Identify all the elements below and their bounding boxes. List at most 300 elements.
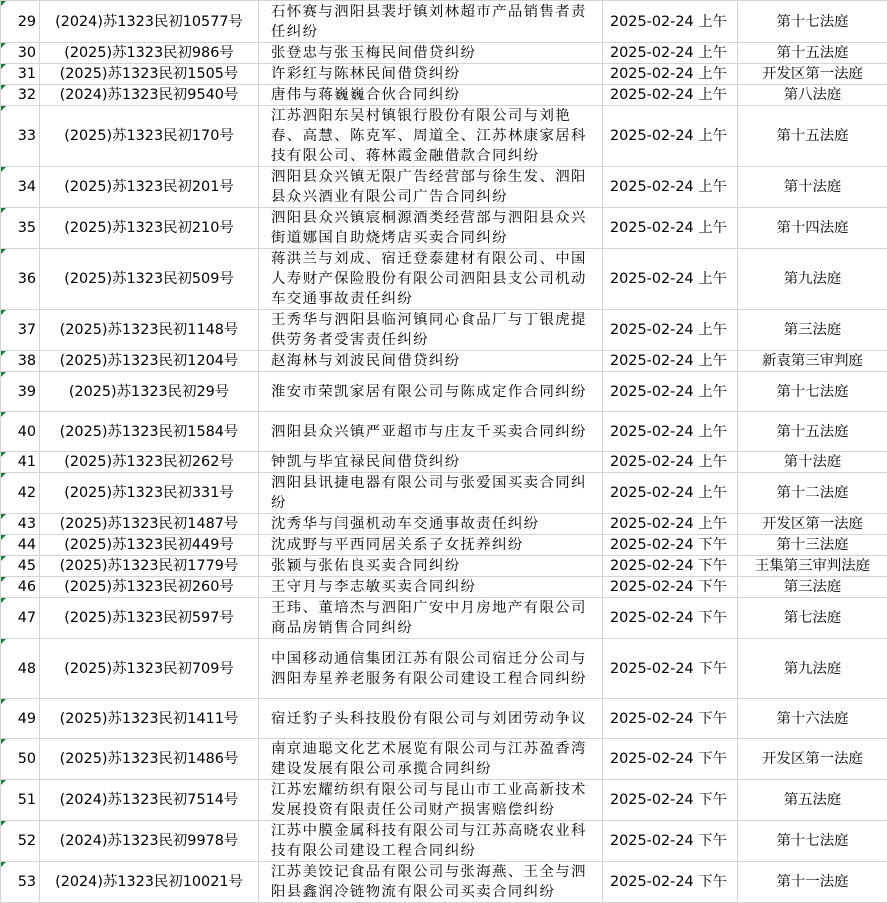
courtroom-cell[interactable]	[738, 1, 887, 43]
case-number-cell[interactable]	[40, 556, 259, 577]
case-cause-text: 泗阳县众兴镇宸桐源酒类经营部与泗阳县众兴街道娜国自助烧烤店买卖合同纠纷	[271, 210, 587, 246]
row-number-text: 29	[18, 14, 36, 30]
table-row	[1, 452, 887, 473]
case-number-cell[interactable]	[40, 64, 259, 85]
case-number-text: (2024)苏1323民初7514号	[60, 792, 239, 808]
case-number-text: (2025)苏1323民初260号	[64, 579, 234, 595]
row-number-text: 41	[18, 454, 36, 470]
case-cause-cell[interactable]	[259, 598, 603, 639]
hearing-date-cell[interactable]	[603, 514, 738, 535]
case-number-cell[interactable]	[40, 577, 259, 598]
row-number-text: 51	[18, 792, 36, 808]
hearing-date-text: 2025-02-24 上午	[610, 14, 727, 30]
courtroom-cell[interactable]	[738, 780, 887, 821]
courtroom-text: 第九法庭	[784, 271, 842, 287]
case-cause-cell[interactable]	[259, 106, 603, 167]
case-number-cell[interactable]	[40, 208, 259, 249]
row-number-cell[interactable]	[1, 598, 40, 639]
table-row	[1, 699, 887, 739]
hearing-date-text: 2025-02-24 下午	[610, 537, 727, 553]
case-cause-cell[interactable]	[259, 64, 603, 85]
cell-marker-icon	[1, 310, 6, 315]
case-number-text: (2025)苏1323民初709号	[64, 661, 234, 677]
row-number-text: 36	[18, 271, 36, 287]
case-cause-cell[interactable]	[259, 412, 603, 452]
case-number-cell[interactable]	[40, 249, 259, 310]
table-row	[1, 167, 887, 208]
row-number-text: 44	[18, 537, 36, 553]
hearing-date-text: 2025-02-24 下午	[610, 711, 727, 727]
hearing-date-text: 2025-02-24 上午	[610, 45, 727, 61]
row-number-text: 31	[18, 66, 36, 82]
row-number-cell[interactable]	[1, 535, 40, 556]
row-number-cell[interactable]	[1, 372, 40, 412]
case-cause-cell[interactable]	[259, 351, 603, 372]
hearing-date-text: 2025-02-24 上午	[610, 128, 727, 144]
table-row	[1, 739, 887, 780]
hearing-date-text: 2025-02-24 下午	[610, 579, 727, 595]
hearing-date-cell[interactable]	[603, 372, 738, 412]
hearing-date-cell[interactable]	[603, 639, 738, 699]
hearing-date-cell[interactable]	[603, 556, 738, 577]
hearing-date-cell[interactable]	[603, 577, 738, 598]
case-cause-cell[interactable]	[259, 249, 603, 310]
hearing-date-text: 2025-02-24 上午	[610, 220, 727, 236]
case-cause-text: 许彩红与陈林民间借贷纠纷	[271, 66, 461, 82]
row-number-cell[interactable]	[1, 412, 40, 452]
table-row	[1, 372, 887, 412]
cell-marker-icon	[1, 473, 6, 478]
row-number-cell[interactable]	[1, 556, 40, 577]
table-row	[1, 780, 887, 821]
cell-marker-icon	[1, 412, 6, 417]
case-number-cell[interactable]	[40, 452, 259, 473]
row-number-cell[interactable]	[1, 739, 40, 780]
courtroom-text: 第十五法庭	[777, 45, 849, 61]
hearing-date-cell[interactable]	[603, 452, 738, 473]
courtroom-cell[interactable]	[738, 452, 887, 473]
case-number-cell[interactable]	[40, 412, 259, 452]
courtroom-cell[interactable]	[738, 639, 887, 699]
hearing-date-text: 2025-02-24 下午	[610, 661, 727, 677]
case-cause-text: 淮安市荣凯家居有限公司与陈成定作合同纠纷	[271, 384, 587, 400]
case-cause-cell[interactable]	[259, 639, 603, 699]
cell-marker-icon	[1, 780, 6, 785]
courtroom-cell[interactable]	[738, 412, 887, 452]
case-number-text: (2025)苏1323民初262号	[64, 454, 234, 470]
case-cause-cell[interactable]	[259, 514, 603, 535]
courtroom-text: 第十法庭	[784, 454, 842, 470]
cell-marker-icon	[1, 535, 6, 540]
hearing-date-cell[interactable]	[603, 739, 738, 780]
row-number-cell[interactable]	[1, 351, 40, 372]
cell-marker-icon	[1, 372, 6, 377]
row-number-text: 37	[18, 322, 36, 338]
row-number-text: 53	[18, 874, 36, 890]
case-number-text: (2025)苏1323民初1148号	[60, 322, 239, 338]
hearing-date-cell[interactable]	[603, 249, 738, 310]
table-row	[1, 43, 887, 64]
case-cause-text: 赵海林与刘波民间借贷纠纷	[271, 353, 461, 369]
row-number-text: 40	[18, 424, 36, 440]
courtroom-text: 开发区第一法庭	[762, 751, 863, 767]
hearing-date-cell[interactable]	[603, 85, 738, 106]
row-number-cell[interactable]	[1, 208, 40, 249]
case-number-cell[interactable]	[40, 85, 259, 106]
case-cause-cell[interactable]	[259, 1, 603, 43]
hearing-date-cell[interactable]	[603, 106, 738, 167]
case-number-text: (2025)苏1323民初201号	[64, 179, 234, 195]
case-number-text: (2025)苏1323民初210号	[64, 220, 234, 236]
case-number-cell[interactable]	[40, 43, 259, 64]
table-row	[1, 64, 887, 85]
case-cause-text: 泗阳县众兴镇严亚超市与庄友千买卖合同纠纷	[271, 424, 587, 440]
hearing-date-cell[interactable]	[603, 821, 738, 862]
case-number-text: (2025)苏1323民初1204号	[60, 353, 239, 369]
hearing-date-text: 2025-02-24 下午	[610, 792, 727, 808]
hearing-date-cell[interactable]	[603, 780, 738, 821]
courtroom-text: 第十三法庭	[777, 537, 849, 553]
case-cause-cell[interactable]	[259, 310, 603, 351]
case-number-cell[interactable]	[40, 473, 259, 514]
courtroom-text: 第十一法庭	[777, 874, 849, 890]
table-row	[1, 1, 887, 43]
hearing-date-cell[interactable]	[603, 598, 738, 639]
hearing-date-text: 2025-02-24 上午	[610, 66, 727, 82]
row-number-cell[interactable]	[1, 639, 40, 699]
cell-marker-icon	[1, 1, 6, 6]
courtroom-text: 第十七法庭	[777, 833, 849, 849]
row-number-text: 50	[18, 751, 36, 767]
hearing-date-cell[interactable]	[603, 310, 738, 351]
courtroom-text: 第三法庭	[784, 322, 842, 338]
courtroom-cell[interactable]	[738, 351, 887, 372]
hearing-date-cell[interactable]	[603, 208, 738, 249]
courtroom-cell[interactable]	[738, 577, 887, 598]
case-cause-text: 唐伟与蒋巍巍合伙合同纠纷	[271, 87, 461, 103]
case-number-cell[interactable]	[40, 514, 259, 535]
case-cause-text: 张颖与张佑良买卖合同纠纷	[271, 558, 461, 574]
cell-marker-icon	[1, 249, 6, 254]
case-cause-text: 中国移动通信集团江苏有限公司宿迁分公司与泗阳寿星养老服务有限公司建设工程合同纠纷	[271, 651, 587, 687]
row-number-text: 30	[18, 45, 36, 61]
row-number-text: 42	[18, 485, 36, 501]
table-row	[1, 577, 887, 598]
case-cause-cell[interactable]	[259, 577, 603, 598]
case-cause-cell[interactable]	[259, 780, 603, 821]
hearing-date-text: 2025-02-24 下午	[610, 610, 727, 626]
row-number-text: 48	[18, 661, 36, 677]
row-number-text: 43	[18, 516, 36, 532]
case-cause-text: 沈成野与平西同居关系子女抚养纠纷	[271, 537, 524, 553]
cell-marker-icon	[1, 85, 6, 90]
cell-marker-icon	[1, 452, 6, 457]
courtroom-cell[interactable]	[738, 699, 887, 739]
hearing-date-cell[interactable]	[603, 64, 738, 85]
case-cause-cell[interactable]	[259, 556, 603, 577]
courtroom-cell[interactable]	[738, 43, 887, 64]
case-number-cell[interactable]	[40, 1, 259, 43]
cell-marker-icon	[1, 514, 6, 519]
row-number-text: 35	[18, 220, 36, 236]
row-number-text: 46	[18, 579, 36, 595]
table-row	[1, 351, 887, 372]
courtroom-cell[interactable]	[738, 514, 887, 535]
hearing-date-cell[interactable]	[603, 1, 738, 43]
cell-marker-icon	[1, 351, 6, 356]
cell-marker-icon	[1, 699, 6, 704]
hearing-date-text: 2025-02-24 下午	[610, 751, 727, 767]
courtroom-text: 第八法庭	[784, 87, 842, 103]
table-row	[1, 412, 887, 452]
hearing-date-cell[interactable]	[603, 699, 738, 739]
case-cause-cell[interactable]	[259, 535, 603, 556]
courtroom-cell[interactable]	[738, 64, 887, 85]
table-row	[1, 556, 887, 577]
cell-marker-icon	[1, 821, 6, 826]
case-cause-text: 蒋洪兰与刘成、宿迁登泰建材有限公司、中国人寿财产保险股份有限公司泗阳县支公司机动车交通事故责任纠纷	[271, 251, 587, 307]
row-number-text: 52	[18, 833, 36, 849]
table-row	[1, 639, 887, 699]
case-cause-cell[interactable]	[259, 43, 603, 64]
courtroom-text: 第七法庭	[784, 610, 842, 626]
case-cause-text: 张登忠与张玉梅民间借贷纠纷	[271, 45, 476, 61]
cell-marker-icon	[1, 577, 6, 582]
case-cause-text: 石怀赛与泗阳县裴圩镇刘林超市产品销售者责任纠纷	[271, 4, 587, 40]
courtroom-text: 第十四法庭	[777, 220, 849, 236]
row-number-cell[interactable]	[1, 699, 40, 739]
case-cause-text: 宿迁豹子头科技股份有限公司与刘团劳动争议	[271, 711, 587, 727]
courtroom-text: 开发区第一法庭	[762, 516, 863, 532]
hearing-date-text: 2025-02-24 上午	[610, 179, 727, 195]
table-row	[1, 862, 887, 903]
case-cause-cell[interactable]	[259, 699, 603, 739]
case-number-text: (2025)苏1323民初29号	[69, 384, 229, 400]
hearing-date-text: 2025-02-24 下午	[610, 874, 727, 890]
courtroom-text: 第十七法庭	[777, 14, 849, 30]
case-number-cell[interactable]	[40, 821, 259, 862]
case-number-cell[interactable]	[40, 739, 259, 780]
courtroom-cell[interactable]	[738, 372, 887, 412]
row-number-cell[interactable]	[1, 43, 40, 64]
case-number-text: (2024)苏1323民初10021号	[55, 874, 243, 890]
courtroom-cell[interactable]	[738, 473, 887, 514]
courtroom-cell[interactable]	[738, 167, 887, 208]
case-cause-cell[interactable]	[259, 862, 603, 903]
courtroom-cell[interactable]	[738, 556, 887, 577]
hearing-date-text: 2025-02-24 下午	[610, 833, 727, 849]
row-number-cell[interactable]	[1, 473, 40, 514]
case-cause-text: 泗阳县众兴镇无限广告经营部与徐生发、泗阳县众兴酒业有限公司广告合同纠纷	[271, 169, 587, 205]
hearing-date-cell[interactable]	[603, 167, 738, 208]
courtroom-text: 开发区第一法庭	[762, 66, 863, 82]
table-row	[1, 598, 887, 639]
courtroom-cell[interactable]	[738, 310, 887, 351]
row-number-cell[interactable]	[1, 780, 40, 821]
courtroom-text: 第十六法庭	[777, 711, 849, 727]
row-number-text: 39	[18, 384, 36, 400]
hearing-date-text: 2025-02-24 上午	[610, 271, 727, 287]
cell-marker-icon	[1, 556, 6, 561]
case-number-cell[interactable]	[40, 780, 259, 821]
case-cause-text: 泗阳县讯捷电器有限公司与张爱国买卖合同纠纷	[271, 475, 587, 511]
case-cause-cell[interactable]	[259, 452, 603, 473]
case-cause-cell[interactable]	[259, 473, 603, 514]
case-number-text: (2025)苏1323民初509号	[64, 271, 234, 287]
case-number-text: (2024)苏1323民初9978号	[60, 833, 239, 849]
row-number-cell[interactable]	[1, 452, 40, 473]
case-number-text: (2025)苏1323民初449号	[64, 537, 234, 553]
row-number-cell[interactable]	[1, 514, 40, 535]
row-number-text: 33	[18, 128, 36, 144]
case-number-cell[interactable]	[40, 167, 259, 208]
cell-marker-icon	[1, 862, 6, 867]
table-row	[1, 85, 887, 106]
hearing-date-text: 2025-02-24 上午	[610, 87, 727, 103]
courtroom-cell[interactable]	[738, 598, 887, 639]
case-number-text: (2025)苏1323民初1486号	[60, 751, 239, 767]
hearing-date-text: 2025-02-24 上午	[610, 516, 727, 532]
row-number-text: 45	[18, 558, 36, 574]
case-number-text: (2025)苏1323民初1584号	[60, 424, 239, 440]
courtroom-cell[interactable]	[738, 85, 887, 106]
courtroom-text: 第十七法庭	[777, 384, 849, 400]
courtroom-text: 新袁第三审判庭	[762, 353, 863, 369]
hearing-date-cell[interactable]	[603, 412, 738, 452]
hearing-date-cell[interactable]	[603, 862, 738, 903]
row-number-text: 32	[18, 87, 36, 103]
courtroom-cell[interactable]	[738, 821, 887, 862]
cell-marker-icon	[1, 739, 6, 744]
case-number-text: (2025)苏1323民初986号	[64, 45, 234, 61]
row-number-cell[interactable]	[1, 64, 40, 85]
hearing-date-cell[interactable]	[603, 535, 738, 556]
courtroom-text: 第十法庭	[784, 179, 842, 195]
case-cause-text: 江苏中膜金属科技有限公司与江苏高晓农业科技有限公司建设工程合同纠纷	[271, 823, 587, 859]
hearing-date-cell[interactable]	[603, 43, 738, 64]
case-cause-text: 江苏泗阳东吴村镇银行股份有限公司与刘艳春、高慧、陈克军、周道全、江苏林康家居科技有限公司、蒋林霞金融借款合同纠纷	[271, 108, 587, 164]
courtroom-cell[interactable]	[738, 535, 887, 556]
row-number-text: 38	[18, 353, 36, 369]
case-cause-text: 南京迪聪文化艺术展览有限公司与江苏盈香湾建设发展有限公司承揽合同纠纷	[271, 741, 587, 777]
courtroom-text: 第十五法庭	[777, 424, 849, 440]
row-number-text: 49	[18, 711, 36, 727]
cell-marker-icon	[1, 43, 6, 48]
row-number-cell[interactable]	[1, 577, 40, 598]
row-number-cell[interactable]	[1, 862, 40, 903]
case-number-text: (2025)苏1323民初1487号	[60, 516, 239, 532]
case-cause-cell[interactable]	[259, 167, 603, 208]
case-cause-text: 钟凯与毕宜禄民间借贷纠纷	[271, 454, 461, 470]
row-number-cell[interactable]	[1, 821, 40, 862]
case-cause-text: 王秀华与泗阳县临河镇同心食品厂与丁银虎提供劳务者受害责任纠纷	[271, 312, 587, 348]
case-cause-cell[interactable]	[259, 739, 603, 780]
table-row	[1, 473, 887, 514]
case-number-text: (2025)苏1323民初331号	[64, 485, 234, 501]
cell-marker-icon	[1, 167, 6, 172]
case-cause-cell[interactable]	[259, 208, 603, 249]
hearing-date-cell[interactable]	[603, 351, 738, 372]
case-number-cell[interactable]	[40, 310, 259, 351]
case-number-text: (2025)苏1323民初1779号	[60, 558, 239, 574]
courtroom-cell[interactable]	[738, 208, 887, 249]
row-number-cell[interactable]	[1, 249, 40, 310]
cell-marker-icon	[1, 106, 6, 111]
case-cause-cell[interactable]	[259, 372, 603, 412]
case-number-cell[interactable]	[40, 639, 259, 699]
courtroom-cell[interactable]	[738, 249, 887, 310]
courtroom-cell[interactable]	[738, 862, 887, 903]
courtroom-cell[interactable]	[738, 739, 887, 780]
courtroom-text: 王集第三审判法庭	[755, 558, 870, 574]
case-cause-text: 王守月与李志敏买卖合同纠纷	[271, 579, 476, 595]
hearing-date-text: 2025-02-24 上午	[610, 454, 727, 470]
case-cause-text: 王玮、董培杰与泗阳广安中月房地产有限公司商品房销售合同纠纷	[271, 600, 587, 636]
courtroom-text: 第十二法庭	[777, 485, 849, 501]
courtroom-cell[interactable]	[738, 106, 887, 167]
case-number-cell[interactable]	[40, 535, 259, 556]
row-number-text: 47	[18, 610, 36, 626]
cell-marker-icon	[1, 639, 6, 644]
case-cause-cell[interactable]	[259, 85, 603, 106]
row-number-cell[interactable]	[1, 1, 40, 43]
courtroom-text: 第五法庭	[784, 792, 842, 808]
cell-marker-icon	[1, 598, 6, 603]
row-number-cell[interactable]	[1, 167, 40, 208]
case-cause-text: 江苏宏耀纺织有限公司与昆山市工业高新技术发展投资有限责任公司财产损害赔偿纠纷	[271, 782, 587, 818]
row-number-cell[interactable]	[1, 85, 40, 106]
case-number-text: (2025)苏1323民初170号	[64, 128, 234, 144]
case-number-text: (2025)苏1323民初1505号	[60, 66, 239, 82]
row-number-cell[interactable]	[1, 310, 40, 351]
hearing-date-text: 2025-02-24 上午	[610, 353, 727, 369]
row-number-text: 34	[18, 179, 36, 195]
case-cause-cell[interactable]	[259, 821, 603, 862]
hearing-date-text: 2025-02-24 上午	[610, 485, 727, 501]
hearing-date-text: 2025-02-24 上午	[610, 424, 727, 440]
case-cause-text: 江苏美饺记食品有限公司与张海燕、王全与泗阳县鑫润冷链物流有限公司买卖合同纠纷	[271, 864, 587, 900]
case-number-cell[interactable]	[40, 372, 259, 412]
table-row	[1, 535, 887, 556]
courtroom-text: 第三法庭	[784, 579, 842, 595]
table-row	[1, 249, 887, 310]
table-row	[1, 208, 887, 249]
cell-marker-icon	[1, 64, 6, 69]
case-number-text: (2025)苏1323民初597号	[64, 610, 234, 626]
table-row	[1, 821, 887, 862]
case-number-cell[interactable]	[40, 699, 259, 739]
courtroom-text: 第九法庭	[784, 661, 842, 677]
hearing-date-text: 2025-02-24 下午	[610, 558, 727, 574]
case-number-text: (2024)苏1323民初9540号	[60, 87, 239, 103]
hearing-date-text: 2025-02-24 上午	[610, 384, 727, 400]
case-number-cell[interactable]	[40, 106, 259, 167]
hearing-date-cell[interactable]	[603, 473, 738, 514]
case-number-text: (2025)苏1323民初1411号	[60, 711, 239, 727]
cell-marker-icon	[1, 208, 6, 213]
case-cause-text: 沈秀华与闫强机动车交通事故责任纠纷	[271, 516, 539, 532]
table-row	[1, 106, 887, 167]
case-number-cell[interactable]	[40, 598, 259, 639]
row-number-cell[interactable]	[1, 106, 40, 167]
case-number-text: (2024)苏1323民初10577号	[55, 14, 243, 30]
case-number-cell[interactable]	[40, 351, 259, 372]
courtroom-text: 第十五法庭	[777, 128, 849, 144]
table-row	[1, 514, 887, 535]
hearing-date-text: 2025-02-24 上午	[610, 322, 727, 338]
case-number-cell[interactable]	[40, 862, 259, 903]
table-row	[1, 310, 887, 351]
